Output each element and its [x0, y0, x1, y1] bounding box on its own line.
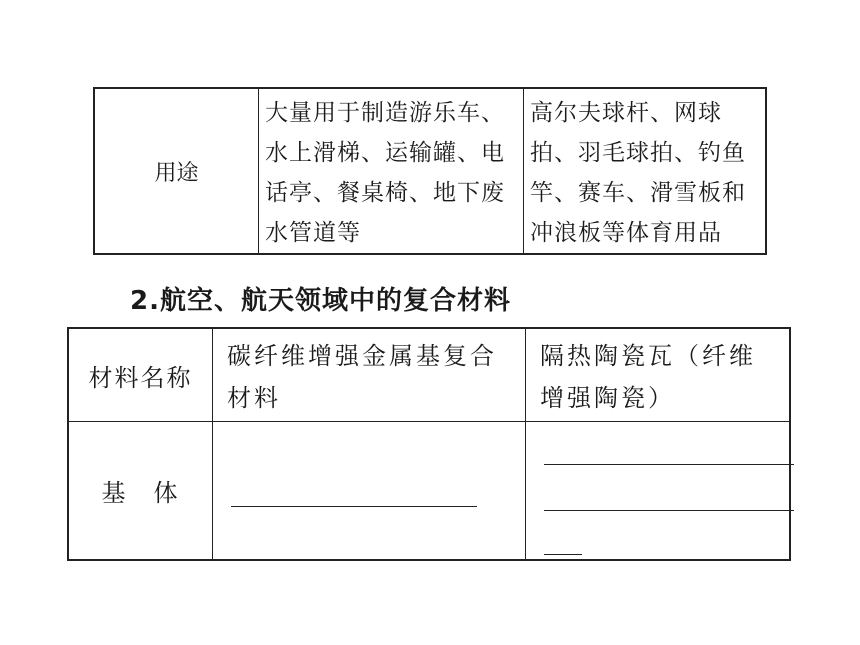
- table-row: [94, 88, 766, 254]
- answer-blank-line: [544, 554, 582, 555]
- usage-label: 用途: [94, 88, 259, 254]
- usage-table: [93, 87, 767, 255]
- table-row: [68, 328, 790, 422]
- matrix-label: 基 体: [68, 422, 213, 561]
- answer-blank-line: [231, 506, 477, 507]
- table-row: [68, 422, 790, 561]
- material-name-label: 材料名称: [68, 328, 213, 422]
- section-heading: 2.航空、航天领域中的复合材料: [130, 286, 511, 316]
- material-col1-name: 碳纤维增强金属基复合材料: [213, 328, 526, 422]
- matrix-col2-blank[interactable]: [526, 422, 791, 561]
- usage-col2-text: 高尔夫球杆、网球拍、羽毛球拍、钓鱼竿、赛车、滑雪板和冲浪板等体育用品: [524, 88, 767, 254]
- answer-blank-line: [544, 464, 794, 465]
- answer-blank-line: [544, 510, 794, 511]
- usage-col1-text: 大量用于制造游乐车、水上滑梯、运输罐、电话亭、餐桌椅、地下废水管道等: [259, 88, 524, 254]
- matrix-col1-blank[interactable]: [213, 422, 526, 561]
- composite-materials-table: [67, 327, 791, 561]
- material-col2-name: 隔热陶瓷瓦（纤维增强陶瓷）: [526, 328, 791, 422]
